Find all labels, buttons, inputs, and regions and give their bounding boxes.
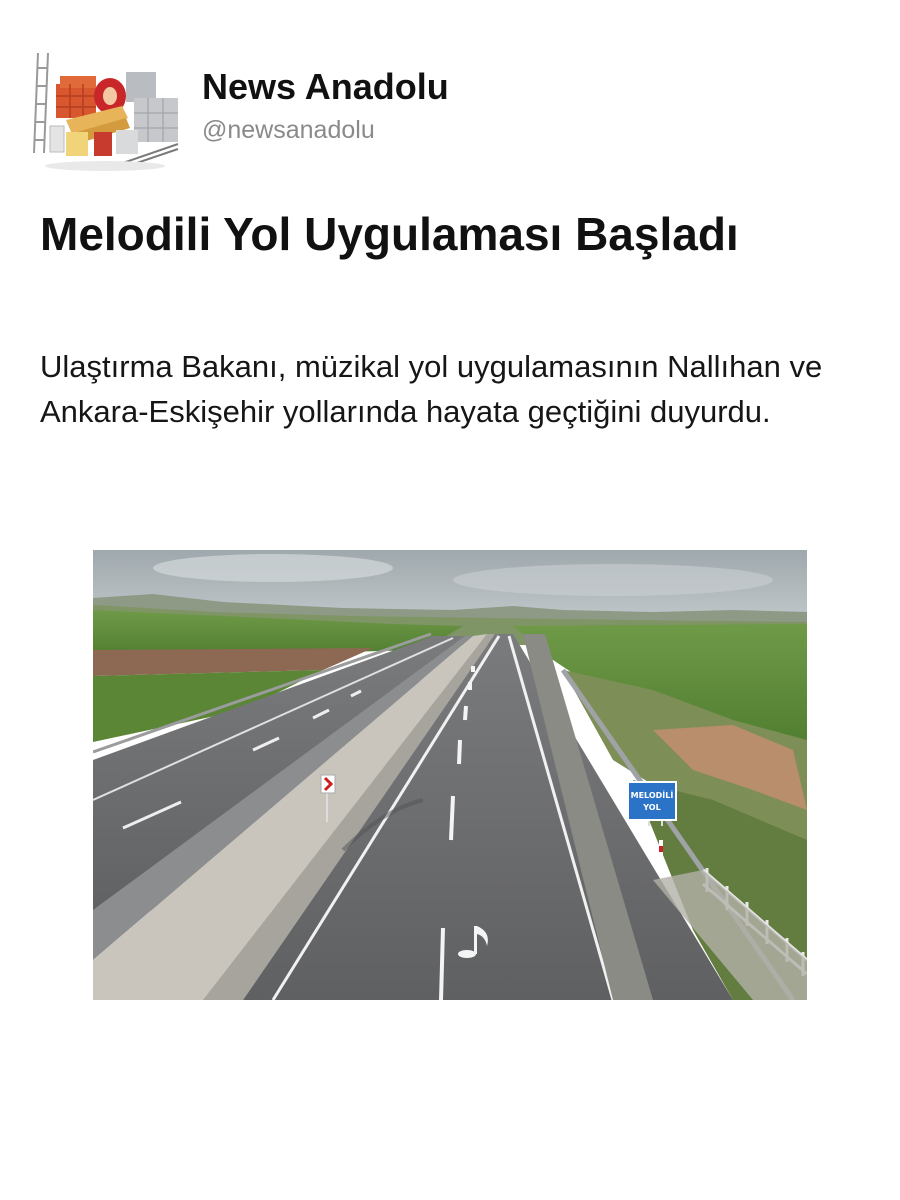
post-body: Ulaştırma Bakanı, müzikal yol uygulamasının Nallıhan ve Ankara-Eskişehir yollarında hayata geçtiğini duyurdu. — [40, 349, 823, 429]
sign-line-2: YOL — [643, 803, 661, 812]
account-name[interactable]: News Anadolu — [202, 66, 449, 107]
bricks-icon — [56, 76, 96, 118]
ladder-icon — [34, 53, 48, 153]
account-handle[interactable]: @newsanadolu — [202, 116, 375, 144]
melodili-yol-sign — [628, 782, 676, 826]
post-header — [30, 48, 870, 178]
construction-materials-icon — [30, 48, 180, 173]
post-title: Melodili Yol Uygulaması Başladı — [40, 208, 739, 260]
post-image[interactable] — [93, 550, 807, 1000]
sign-line-1: MELODİLİ — [630, 791, 674, 800]
highway-photo — [93, 550, 807, 1000]
avatar[interactable] — [30, 48, 180, 173]
